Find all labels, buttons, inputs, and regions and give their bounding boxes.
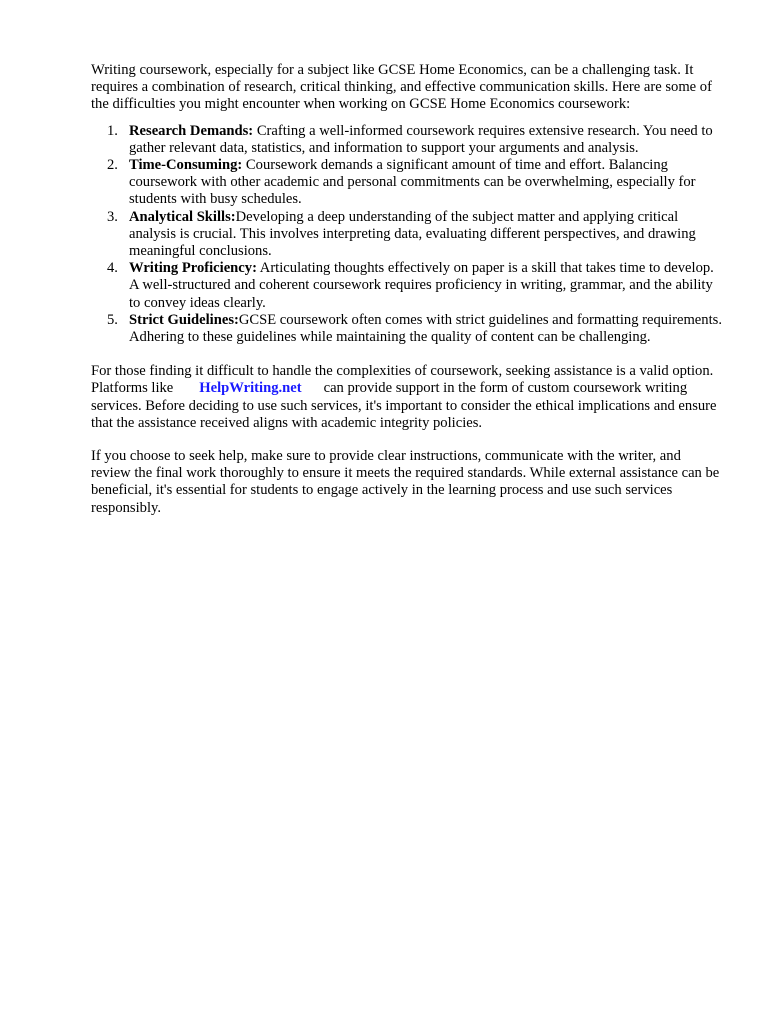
list-item-text: Articulating thoughts effectively on paper is a skill that takes time to develop. A well-structured and coherent coursework requires proficiency in writing, grammar, and the ability to convey ideas clearly. — [129, 260, 714, 311]
list-item — [91, 260, 723, 312]
list-item-term: Strict Guidelines: — [129, 311, 239, 328]
list-item-term: Time-Consuming: — [129, 157, 243, 174]
list-item — [91, 123, 723, 157]
document-page — [91, 62, 723, 517]
helpwriting-link[interactable]: HelpWriting.net — [199, 380, 302, 397]
list-item — [91, 209, 723, 261]
list-item-text: Crafting a well-informed coursework requires extensive research. You need to gather relevant data, statistics, and information to support your arguments and analysis. — [129, 122, 713, 156]
assistance-text-after: can provide support in the form of custom coursework writing services. Before deciding to use such services, it's important to consider the ethical implications and ensure that the assistance received aligns with academic integrity policies. — [91, 380, 717, 431]
list-item — [91, 157, 723, 209]
intro-paragraph: Writing coursework, especially for a subject like GCSE Home Economics, can be a challenging task. It requires a combination of research, critical thinking, and effective communication skills. Here are some of the difficulties you might encounter when working on GCSE Home Economics coursework: — [91, 62, 712, 113]
list-item — [91, 312, 723, 346]
list-item-number: 1. — [107, 122, 118, 139]
list-item-number: 5. — [107, 311, 118, 328]
list-item-text: Coursework demands a significant amount of time and effort. Balancing coursework with other academic and personal commitments can be overwhelming, especially for students with busy schedules. — [129, 157, 696, 208]
assistance-text-before: For those finding it difficult to handle the complexities of coursework, seeking assistance is a valid option. Platforms like — [91, 363, 714, 397]
list-item-term: Research Demands: — [129, 122, 254, 139]
list-item-number: 4. — [107, 260, 118, 277]
list-item-term: Writing Proficiency: — [129, 260, 257, 277]
list-item-text: Developing a deep understanding of the subject matter and applying critical analysis is crucial. This involves interpreting data, evaluating different perspectives, and drawing meaningful conclusions. — [129, 208, 696, 260]
assistance-paragraph — [91, 363, 723, 432]
list-item-number: 3. — [107, 208, 118, 225]
difficulties-list — [91, 123, 723, 347]
closing-paragraph: If you choose to seek help, make sure to provide clear instructions, communicate with the writer, and review the final work thoroughly to ensure it meets the required standards. While external assistance can be beneficial, it's essential for students to engage actively in the learning process and use such services responsibly. — [91, 448, 720, 516]
list-item-number: 2. — [107, 157, 118, 174]
list-item-text: GCSE coursework often comes with strict guidelines and formatting requirements. Adhering to these guidelines while maintaining the quality of content can be challenging. — [129, 311, 722, 346]
list-item-term: Analytical Skills: — [129, 208, 236, 225]
